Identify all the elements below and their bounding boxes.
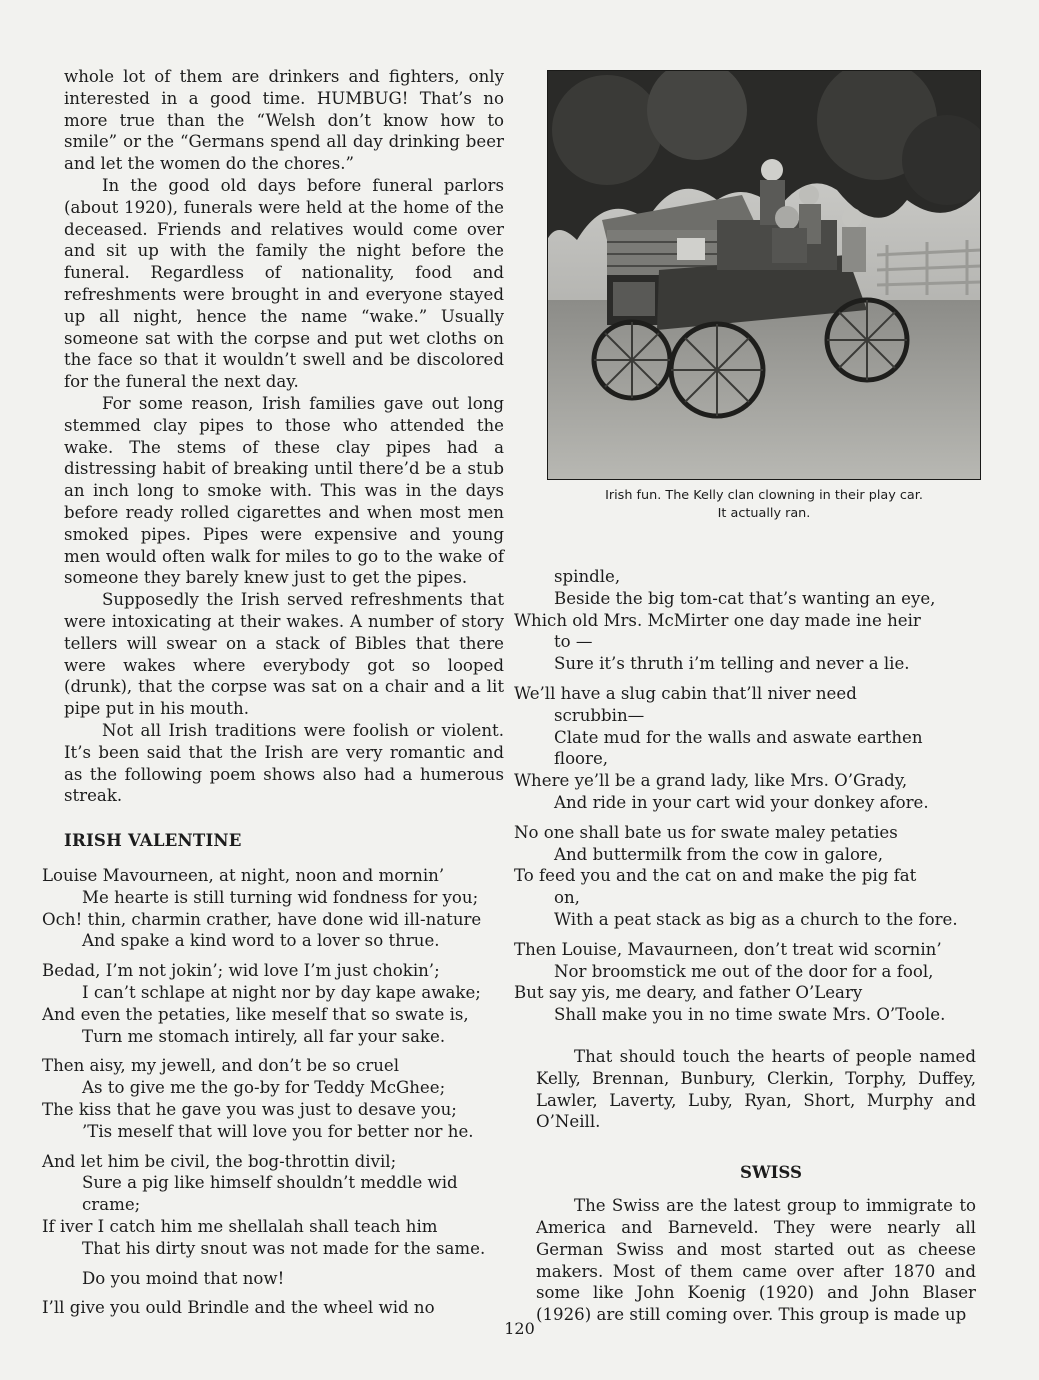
poem-line: Shall make you in no time swate Mrs. O’Toole. bbox=[554, 1005, 946, 1025]
caption-line: It actually ran. bbox=[717, 505, 811, 521]
poem-line: scrubbin— bbox=[554, 705, 645, 725]
poem-line: Then Louise, Mavaurneen, don’t treat wid scornin’ bbox=[514, 939, 942, 959]
poem-line: spindle, bbox=[554, 567, 621, 586]
poem-continuation bbox=[514, 566, 976, 1026]
poem-irish-valentine bbox=[42, 865, 504, 1319]
poem-line: To feed you and the cat on and make the pig fat bbox=[514, 866, 917, 886]
left-column bbox=[42, 66, 504, 1319]
poem-line: If iver I catch him me shellalah shall teach him bbox=[42, 1217, 438, 1237]
poem-line: Nor broomstick me out of the door for a fool, bbox=[554, 961, 934, 981]
poem-title: IRISH VALENTINE bbox=[64, 830, 242, 851]
poem-line: floore, bbox=[554, 749, 609, 769]
closing-paragraph: That should touch the hearts of people named Kelly, Brennan, Bunbury, Clerkin, Torphy, Duffey, Lawler, Laverty, Luby, Ryan, Short, Murphy and O’Neill. bbox=[536, 1046, 976, 1132]
poem-line: With a peat stack as big as a church to the fore. bbox=[554, 909, 958, 929]
page-number: 120 bbox=[504, 1319, 535, 1338]
poem-line: ’Tis meself that will love you for better nor he. bbox=[82, 1121, 474, 1141]
stanza-gap bbox=[64, 952, 504, 960]
poem-line: Turn me stomach intirely, all far your sake. bbox=[82, 1026, 446, 1046]
photo-caption bbox=[560, 487, 968, 522]
poem-line: Clate mud for the walls and aswate earthen bbox=[554, 727, 923, 747]
photo-illustration bbox=[547, 70, 981, 480]
caption-line: Irish fun. The Kelly clan clowning in their play car. bbox=[605, 488, 923, 503]
body-paragraph: For some reason, Irish families gave out long stemmed clay pipes to those who attended the wake. The stems of these clay pipes had a distressing habit of breaking until there’d be a stub an inch long to smoke with. This was in the days before ready rolled cigarettes and when most men smoked pipes. Pipes were expensive and young men would often walk for miles to go to the wake of someone they barely knew just to get the pipes. bbox=[64, 393, 504, 588]
stanza-gap bbox=[64, 1047, 504, 1055]
poem-line: And buttermilk from the cow in galore, bbox=[554, 844, 884, 864]
body-paragraph: In the good old days before funeral parlors (about 1920), funerals were held at the home of the deceased. Friends and relatives would come over and sit up with the family the night before the funeral. Regardless of nationality, food and refreshments were brought in and everyone stayed up all night, hence the name “wake.” Usually someone sat with the corpse and put wet cloths on the face so that it wouldn’t swell and be discolored for the funeral the next day. bbox=[64, 175, 504, 392]
poem-line: crame; bbox=[82, 1195, 141, 1215]
poem-line: As to give me the go-by for Teddy McGhee; bbox=[82, 1078, 446, 1098]
poem-line: And even the petaties, like meself that so swate is, bbox=[42, 1004, 469, 1024]
poem-line: And spake a kind word to a lover so thrue. bbox=[82, 931, 440, 951]
stanza-gap bbox=[64, 1289, 504, 1297]
poem-line: And let him be civil, the bog-throttin divil; bbox=[42, 1151, 397, 1171]
poem-line: That his dirty snout was not made for the same. bbox=[82, 1238, 486, 1258]
poem-line: Och! thin, charmin crather, have done wid ill-nature bbox=[42, 909, 482, 929]
section-heading-swiss: SWISS bbox=[740, 1162, 802, 1183]
poem-line: to — bbox=[554, 632, 593, 652]
stanza-gap bbox=[536, 675, 976, 683]
poem-line: I can’t schlape at night nor by day kape awake; bbox=[82, 983, 481, 1003]
poem-line: The kiss that he gave you was just to desave you; bbox=[42, 1100, 457, 1120]
stanza-gap bbox=[536, 931, 976, 939]
poem-line: Beside the big tom-cat that’s wanting an eye, bbox=[554, 588, 936, 608]
body-paragraph: The Swiss are the latest group to immigrate to America and Barneveld. They were nearly all German Swiss and most started out as cheese makers. Most of them came over after 1870 and some like John Koenig (1920) and John Blaser (1926) are still coming over. This group is made up bbox=[536, 1196, 976, 1325]
poem-line: I’ll give you ould Brindle and the wheel wid no bbox=[42, 1298, 435, 1318]
poem-line: on, bbox=[554, 888, 580, 908]
poem-line: Sure it’s thruth i’m telling and never a lie. bbox=[554, 654, 910, 674]
poem-line: Me hearte is still turning wid fondness for you; bbox=[82, 887, 479, 907]
body-paragraph: Supposedly the Irish served refreshments that were intoxicating at their wakes. A number of story tellers will swear on a stack of Bibles that there were wakes where everybody got so looped (drunk), that the corpse was sat on a chair and a lit pipe put in his mouth. bbox=[64, 590, 504, 719]
poem-line: Where ye’ll be a grand lady, like Mrs. O’Grady, bbox=[514, 771, 908, 791]
poem-line: And ride in your cart wid your donkey afore. bbox=[554, 792, 929, 812]
stanza-gap bbox=[64, 1260, 504, 1268]
poem-line: Which old Mrs. McMirter one day made ine heir bbox=[514, 610, 921, 630]
poem-line: Bedad, I’m not jokin’; wid love I’m just chokin’; bbox=[42, 961, 440, 981]
poem-line: Louise Mavourneen, at night, noon and mornin’ bbox=[42, 866, 445, 886]
poem-line: No one shall bate us for swate maley petaties bbox=[514, 822, 898, 842]
right-column bbox=[514, 566, 976, 1326]
poem-line: Sure a pig like himself shouldn’t meddle wid bbox=[82, 1173, 458, 1193]
body-paragraph: whole lot of them are drinkers and fighters, only interested in a good time. HUMBUG! That’s no more true than the “Welsh don’t know how to smile” or the “Germans spend all day drinking beer and let the women do the chores.” bbox=[64, 67, 504, 174]
stanza-gap bbox=[64, 1143, 504, 1151]
poem-line: But say yis, me deary, and father O’Leary bbox=[514, 983, 863, 1003]
poem-line: We’ll have a slug cabin that’ll niver need bbox=[514, 683, 857, 703]
body-paragraph: Not all Irish traditions were foolish or violent. It’s been said that the Irish are very romantic and as the following poem shows also had a humerous streak. bbox=[64, 720, 504, 806]
poem-line: Do you moind that now! bbox=[82, 1268, 285, 1288]
kelly-clan-car-photo bbox=[547, 70, 981, 480]
poem-line: Then aisy, my jewell, and don’t be so cruel bbox=[42, 1056, 400, 1076]
stanza-gap bbox=[536, 814, 976, 822]
